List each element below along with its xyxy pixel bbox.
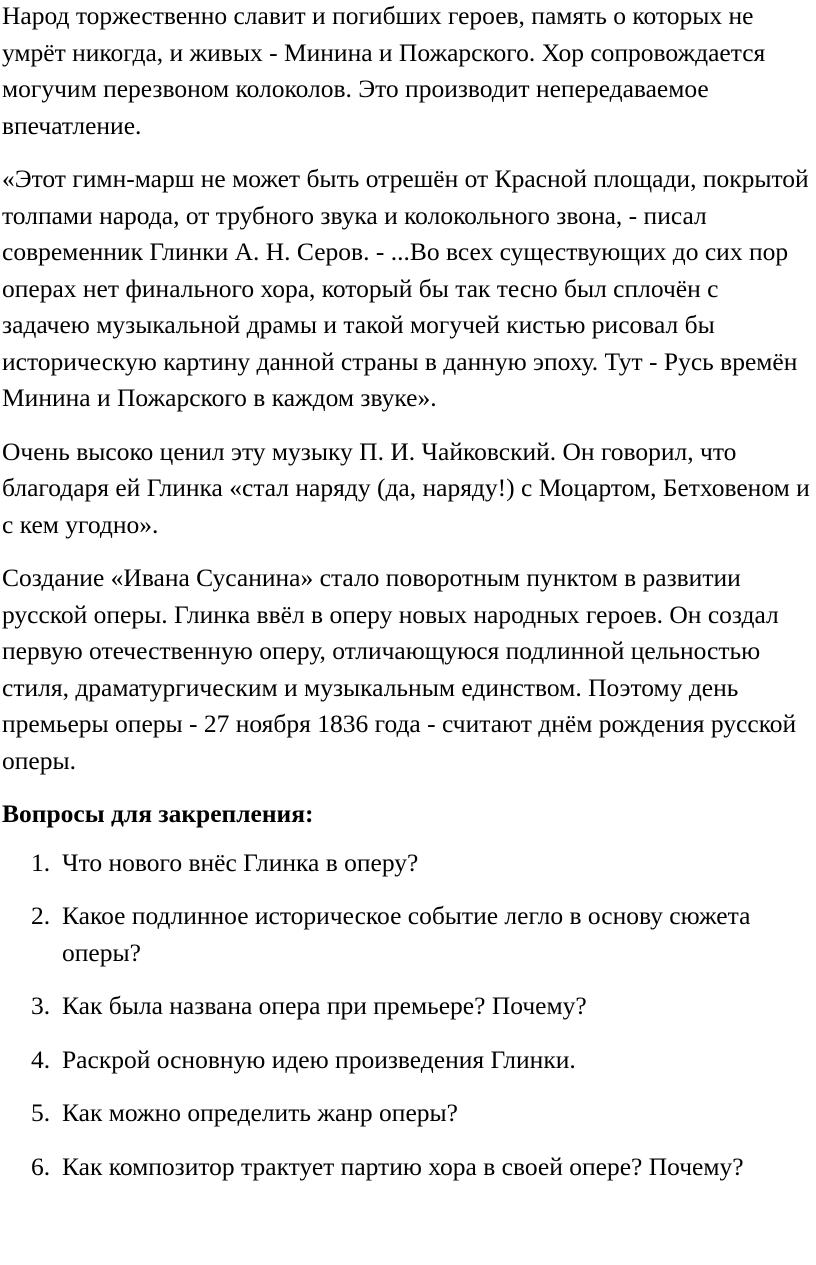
question-item (2, 988, 810, 1025)
question-number: 6. (31, 1151, 51, 1181)
question-item (2, 1042, 810, 1079)
question-text: Раскрой основную идею произведения Глинки. (62, 1044, 576, 1074)
question-text: Как можно определить жанр оперы? (62, 1098, 458, 1127)
question-number: 4. (31, 1044, 51, 1074)
question-text: Как была названа опера при премьере? Почему? (62, 991, 587, 1020)
question-number: 2. (31, 901, 51, 930)
question-number: 3. (31, 991, 51, 1020)
question-item (2, 1149, 810, 1186)
paragraph-significance: Создание «Ивана Сусанина» стало поворотным пунктом в развитии русской оперы. Глинка ввёл в оперу новых народных героев. Он создал первую отечественную оперу, отличающуюся подлинной цельностью стиля, драматургическим и музыкальным единством. Поэтому день премьеры оперы - 27 ноября 1836 года - считают днём рождения русской оперы. (2, 563, 797, 775)
questions-list (2, 845, 810, 1186)
paragraph-tchaikovsky: Очень высоко ценил эту музыку П. И. Чайковский. Он говорил, что благодаря ей Глинка «стал наряду (да, наряду!) с Моцартом, Бетховеном и с кем угодно». (2, 436, 810, 539)
question-item (2, 845, 810, 882)
question-item (2, 1095, 810, 1132)
question-text: Что нового внёс Глинка в оперу? (62, 847, 419, 877)
question-text: Как композитор трактует партию хора в своей опере? Почему? (62, 1151, 744, 1181)
paragraph-finale-description: Народ торжественно славит и погибших героев, память о которых не умрёт никогда, и живых - Минина и Пожарского. Хор сопровождается могучим перезвоном колоколов. Это производит непередаваемое впечатление. (2, 1, 766, 140)
paragraph-serov-quote: «Этот гимн-марш не может быть отрешён от Красной площади, покрытой толпами народа, от трубного звука и колокольного звона, - писал современник Глинки А. Н. Серов. - ...Во всех существующих до сих пор операх нет финального хора, который бы так тесно был сплочён с задачею музыкальной драмы и такой могучей кистью рисовал бы историческую картину данной страны в данную эпоху. Тут - Русь времён Минина и Пожарского в каждом звуке». (2, 164, 809, 412)
question-number: 5. (31, 1098, 51, 1127)
question-number: 1. (31, 847, 51, 877)
question-text: Какое подлинное историческое событие легло в основу сюжета оперы? (62, 901, 751, 967)
question-item (2, 898, 810, 971)
questions-heading: Вопросы для закрепления: (2, 799, 314, 828)
